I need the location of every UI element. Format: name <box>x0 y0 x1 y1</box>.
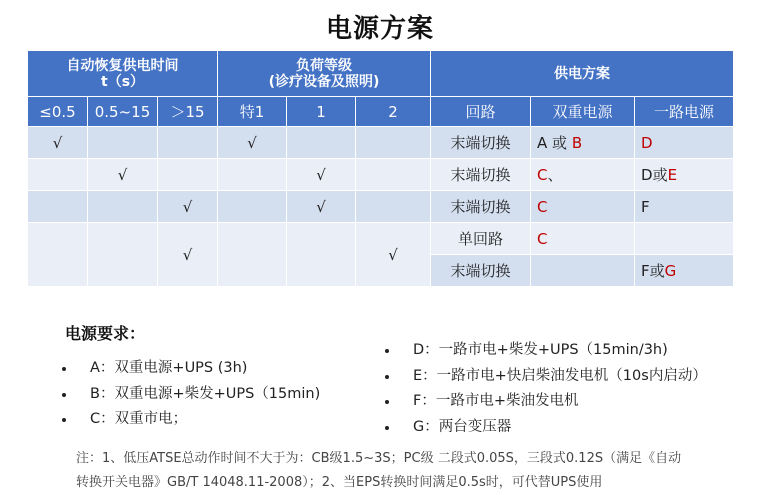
empty-cell <box>287 127 356 159</box>
requirement-text: F：一路市电+柴油发电机 <box>413 393 579 409</box>
dual-power-cell <box>531 159 635 191</box>
empty-cell <box>356 127 431 159</box>
single-power-cell <box>635 223 734 255</box>
table-row <box>28 223 734 255</box>
footnote-line1: 注：1、低压ATSE总动作时间不大于为：CB级1.5~3S；PC级 二段式0.05S，三段式0.12S（满足《自动 <box>76 451 682 466</box>
table-row <box>28 127 734 159</box>
highlight-text: C <box>537 166 548 184</box>
circuit-cell: 末端切换 <box>431 255 531 287</box>
requirement-text: A：双重电源+UPS (3h) <box>90 360 248 376</box>
requirement-item <box>62 407 320 433</box>
bullet-icon <box>385 375 389 379</box>
single-power-cell <box>635 127 734 159</box>
single-power-cell <box>635 191 734 223</box>
requirement-item <box>62 382 320 408</box>
subheader-load-2: 2 <box>356 97 431 127</box>
cell-text: F或 <box>641 262 665 280</box>
empty-cell <box>158 127 218 159</box>
bullet-icon <box>62 393 66 397</box>
subheader-circuit: 回路 <box>431 97 531 127</box>
empty-cell <box>287 223 356 287</box>
highlight-text: B <box>571 134 583 152</box>
check-mark: √ <box>28 127 88 159</box>
requirement-text: C：双重市电； <box>90 411 188 427</box>
check-mark: √ <box>287 191 356 223</box>
empty-cell <box>88 191 158 223</box>
header-recovery-time <box>28 51 218 97</box>
requirement-text: B：双重电源+柴发+UPS（15min) <box>90 385 321 402</box>
check-mark: √ <box>158 223 218 287</box>
empty-cell <box>88 127 158 159</box>
check-mark: √ <box>158 191 218 223</box>
footnote <box>76 447 716 495</box>
requirement-text: E：一路市电+快启柴油发电机（10s内启动） <box>413 367 707 384</box>
bullet-icon <box>385 400 389 404</box>
subheader-single-power: 一路电源 <box>635 97 734 127</box>
page-title: 电源方案 <box>325 14 434 44</box>
requirement-item <box>385 364 707 390</box>
check-mark: √ <box>88 159 158 191</box>
empty-cell <box>218 159 287 191</box>
table-row <box>28 159 734 191</box>
subheader-time-gt15: ＞15 <box>158 97 218 127</box>
requirement-item <box>385 389 707 415</box>
check-mark: √ <box>356 223 431 287</box>
empty-cell <box>88 223 158 287</box>
header-load-level-line1: 负荷等级 <box>296 57 353 74</box>
cell-text: D或 <box>641 166 668 184</box>
subheader-time-05-15: 0.5~15 <box>88 97 158 127</box>
dual-power-cell <box>531 191 635 223</box>
highlight-text: E <box>667 166 678 184</box>
header-recovery-time-line1: 自动恢复供电时间 <box>66 57 179 74</box>
empty-cell <box>356 191 431 223</box>
cell-text: 、 <box>547 166 563 184</box>
dual-power-cell <box>531 127 635 159</box>
circuit-cell: 末端切换 <box>431 127 531 159</box>
empty-cell <box>28 191 88 223</box>
single-power-cell <box>635 159 734 191</box>
requirements-list-right <box>385 338 707 440</box>
dual-power-cell <box>531 223 635 255</box>
table-row <box>28 191 734 223</box>
highlight-text: C <box>537 229 548 248</box>
single-power-cell <box>635 255 734 287</box>
header-supply-scheme: 供电方案 <box>431 51 734 97</box>
empty-cell <box>218 191 287 223</box>
empty-cell <box>218 223 287 287</box>
highlight-text: C <box>537 197 548 216</box>
footnote-line2: 转换开关电器》GB/T 14048.11-2008）；2、当EPS转换时间满足0.5s时，可代替UPS使用 <box>76 475 603 490</box>
power-scheme-table <box>27 50 734 287</box>
empty-cell <box>28 159 88 191</box>
empty-cell <box>28 223 88 287</box>
circuit-cell: 末端切换 <box>431 159 531 191</box>
empty-cell <box>356 159 431 191</box>
cell-text: F <box>641 197 650 216</box>
header-load-level <box>218 51 431 97</box>
circuit-cell: 末端切换 <box>431 191 531 223</box>
highlight-text: G <box>664 262 677 280</box>
subheader-load-special1: 特1 <box>218 97 287 127</box>
requirement-item <box>385 415 707 441</box>
cell-text: A 或 <box>537 134 572 152</box>
requirements-title: 电源要求： <box>65 324 146 343</box>
bullet-icon <box>62 418 66 422</box>
circuit-cell: 单回路 <box>431 223 531 255</box>
subheader-load-1: 1 <box>287 97 356 127</box>
empty-cell <box>158 159 218 191</box>
dual-power-cell <box>531 255 635 287</box>
requirement-text: G：两台变压器 <box>413 418 512 435</box>
subheader-dual-power: 双重电源 <box>531 97 635 127</box>
check-mark: √ <box>218 127 287 159</box>
requirements-list-left <box>62 356 320 433</box>
header-recovery-time-line2: t（s） <box>101 73 145 90</box>
subheader-time-le05: ≤0.5 <box>28 97 88 127</box>
requirement-item <box>385 338 707 364</box>
bullet-icon <box>62 367 66 371</box>
requirement-item <box>62 356 320 382</box>
header-load-level-line2: (诊疗设备及照明) <box>268 73 380 90</box>
check-mark: √ <box>287 159 356 191</box>
requirement-text: D：一路市电+柴发+UPS（15min/3h) <box>413 342 668 358</box>
highlight-text: D <box>641 133 653 152</box>
bullet-icon <box>385 426 389 430</box>
bullet-icon <box>385 349 389 353</box>
